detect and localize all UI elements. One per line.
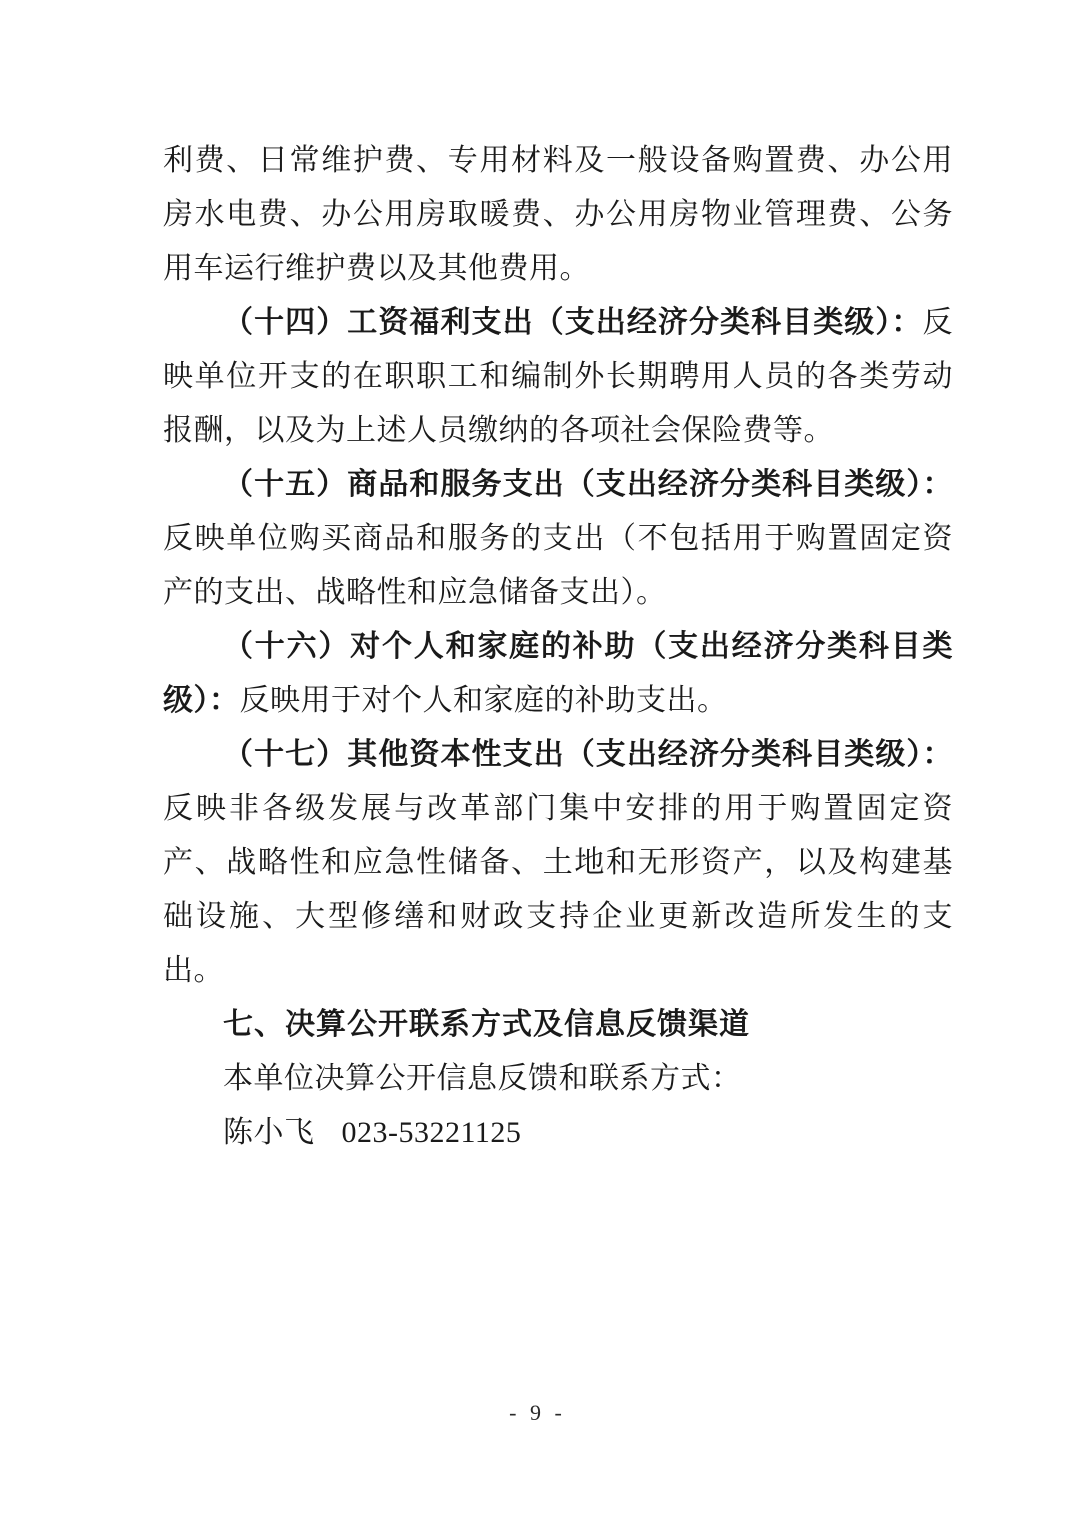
contact-info-line: [163, 1106, 953, 1160]
section-paragraph-17: [163, 728, 953, 998]
section-17-heading: （十七）其他资本性支出（支出经济分类科目类级）：: [223, 738, 953, 771]
section-16-heading: （十六）对个人和家庭的补助（支出经济分类科目类级）：: [163, 630, 953, 717]
contact-name: 陈小飞: [223, 1116, 315, 1149]
chapter-heading: 七、决算公开联系方式及信息反馈渠道: [223, 1008, 750, 1041]
section-16-body: 反映用于对个人和家庭的补助支出。: [239, 684, 728, 717]
page-number: - 9 -: [509, 1400, 566, 1425]
contact-phone: 023-53221125: [341, 1116, 522, 1149]
section-15-heading: （十五）商品和服务支出（支出经济分类科目类级）：: [223, 468, 953, 501]
section-15-body: 反映单位购买商品和服务的支出（不包括用于购置固定资产的支出、战略性和应急储备支出）。: [163, 522, 953, 609]
section-14-heading: （十四）工资福利支出（支出经济分类科目类级）：: [223, 306, 923, 339]
paragraph-continuation: 利费、日常维护费、专用材料及一般设备购置费、办公用房水电费、办公用房取暖费、办公用房物业管理费、公务用车运行维护费以及其他费用。: [163, 144, 953, 285]
document-body: [163, 134, 953, 1160]
section-17-body: 反映非各级发展与改革部门集中安排的用于购置固定资产、战略性和应急性储备、土地和无形资产，以及构建基础设施、大型修缮和财政支持企业更新改造所发生的支出。: [163, 792, 953, 987]
section-paragraph-16: [163, 620, 953, 728]
section-paragraph-14: [163, 296, 953, 458]
contact-intro-line: 本单位决算公开信息反馈和联系方式：: [223, 1062, 742, 1095]
section-14-body: 反映单位开支的在职职工和编制外长期聘用人员的各类劳动报酬，以及为上述人员缴纳的各项社会保险费等。: [163, 306, 953, 447]
section-paragraph-15: [163, 458, 953, 620]
